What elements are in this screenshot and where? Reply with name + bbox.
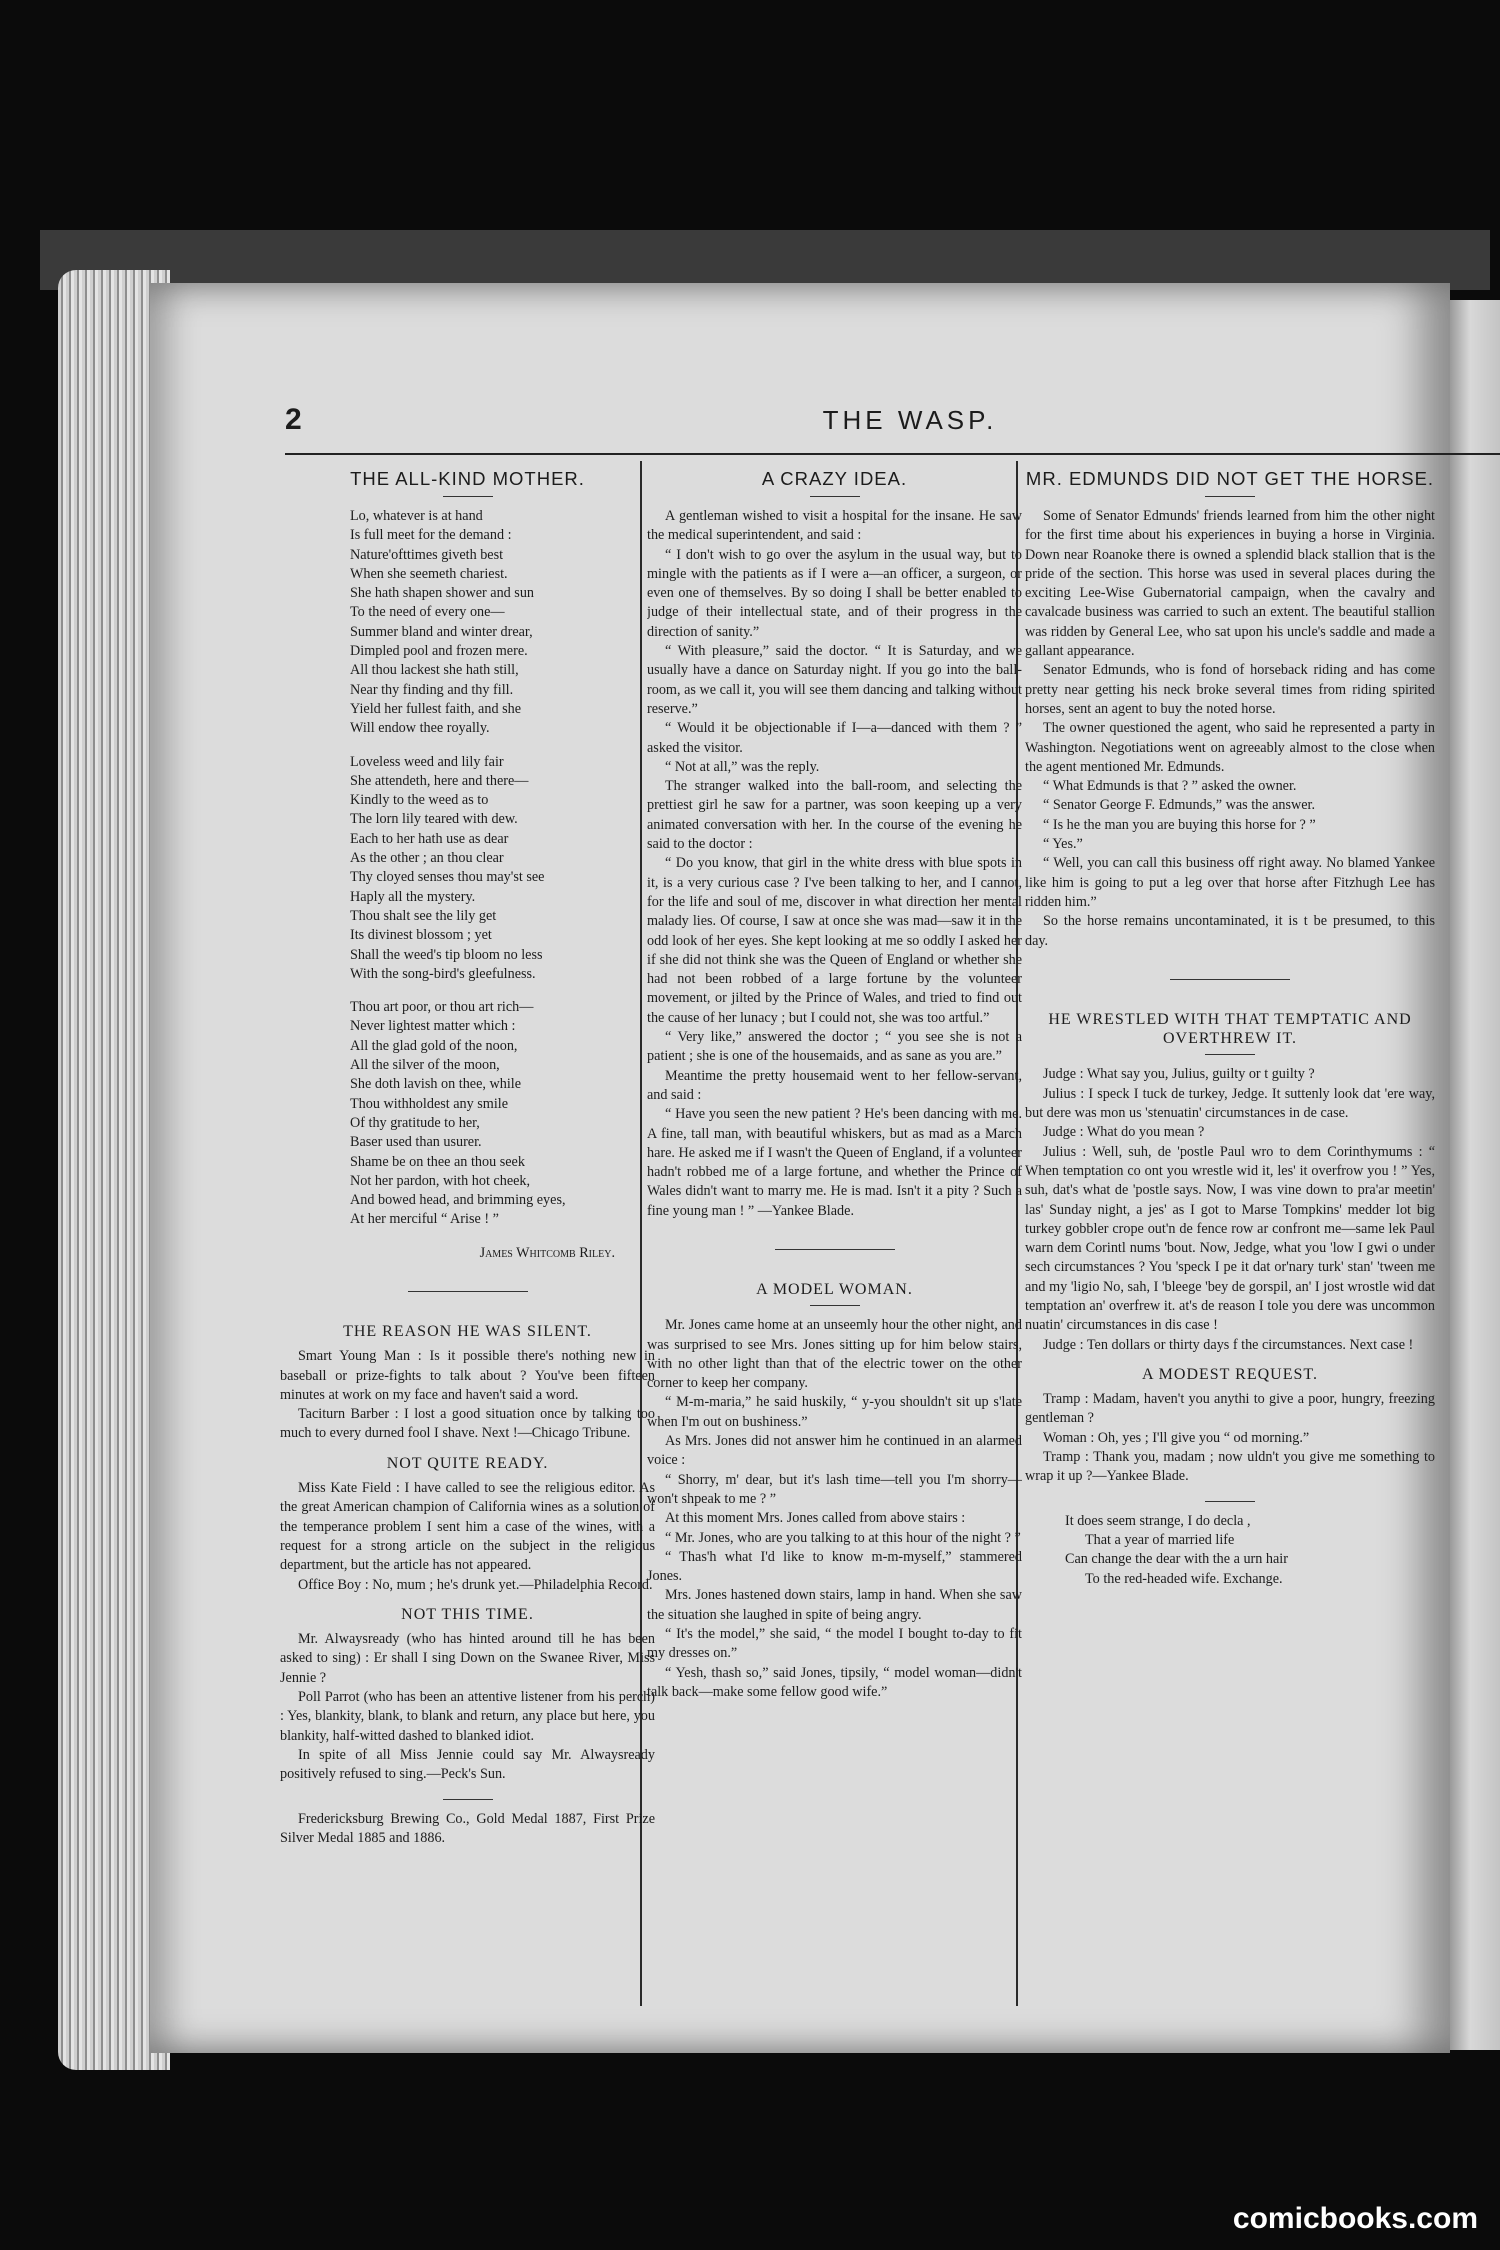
divider — [408, 1291, 528, 1292]
paragraph: Tramp : Thank you, madam ; now uldn't you give me something to wrap it up ?—Yankee Blade. — [1025, 1449, 1435, 1485]
divider — [775, 1249, 895, 1250]
paragraph: Mr. Jones came home at an unseemly hour the other night, and was surprised to see Mrs. Jones sitting up for him below stairs, with no other light than that of the electric tower on the other corner to keep her company. — [647, 1317, 1022, 1392]
poem-line: Not her pardon, with hot cheek, — [350, 1172, 531, 1189]
poem-line: At her merciful “ Arise ! ” — [350, 1211, 499, 1228]
paragraph: “ Do you know, that girl in the white dress with blue spots in it, is a very curious case ? I've been talking to her, and I cannot, for the life and soul of me, discover in what direction her mental malady lies. Of course, I saw at once she was mad—saw it in the odd look of her eyes. She kept looking at me so oddly I asked her if she did not think she was the Queen of England or whether she had not been robbed of a large fortune by the volunteer movement, or jilted by the Prince of Wales, and tried to find out the cause of her lunacy ; but I could not, she was too artful.” — [647, 855, 1022, 1026]
paragraph: Tramp : Madam, haven't you anythi to give a poor, hungry, freezing gentleman ? — [1025, 1391, 1435, 1427]
article-text: Office Boy : No, mum ; he's drunk yet.—Philadelphia Record. — [298, 1576, 653, 1593]
article-text: Smart Young Man : Is it possible there's nothing new in baseball or prize-fights to talk about ? You've been fifteen minutes at work on my face and haven't said a word. — [280, 1348, 655, 1403]
column-right — [1025, 461, 1435, 2011]
article-body — [647, 507, 1022, 1221]
facing-page-edge — [1450, 300, 1500, 2050]
article-text: In spite of all Miss Jennie could say Mr. Alwaysready positively refused to sing.—Peck's Sun. — [280, 1746, 655, 1783]
divider — [1170, 979, 1290, 980]
article-title: NOT THIS TIME. — [401, 1605, 534, 1623]
paragraph: Some of Senator Edmunds' friends learned from him the other night for the first time about his experiences in buying a horse in Virginia. Down near Roanoke there is owned a splendid black stallion that is the pride of the section. This horse was used in several places during the exciting Lee-Wise Gubernatorial campaign, when the cavalry and cavalcade business was carried to such an extent. The beautiful stallion was ridden by General Lee, who sat upon his uncle's saddle and made a gallant appearance. — [1025, 508, 1435, 660]
poem-stanza — [350, 998, 655, 1230]
article-body — [1025, 507, 1435, 951]
poem-stanza — [350, 753, 655, 985]
divider — [443, 1799, 493, 1800]
paragraph: “ Thas'h what I'd like to know m-m-myself,” stammered Jones. — [647, 1548, 1022, 1585]
poem-line: To the need of every one— — [350, 604, 505, 621]
paragraph: “ M-m-maria,” he said huskily, “ y-you shouldn't sit up s'late when I'm out on bushiness.” — [647, 1394, 1022, 1430]
paragraph: Woman : Oh, yes ; I'll give you “ od morning.” — [1043, 1429, 1310, 1446]
paragraph: Senator Edmunds, who is fond of horseback riding and has come pretty near getting his neck broke several times from riding spirited horses, sent an agent to buy the noted horse. — [1025, 662, 1435, 717]
article-title: A MODEL WOMAN. — [756, 1280, 913, 1298]
watermark: comicbooks.com — [1232, 2202, 1478, 2235]
advertisement: Fredericksburg Brewing Co., Gold Medal 1887, First Prize Silver Medal 1885 and 1886. — [280, 1810, 655, 1846]
page-header — [285, 403, 1500, 455]
poem-line: Its divinest blossom ; yet — [350, 927, 492, 944]
poem-line: Never lightest matter which : — [350, 1018, 516, 1035]
article-text: Miss Kate Field : I have called to see the religious editor. As the great American champion of California wines as a solution of the temperance problem I sent him a case of the wines, with a request for a strong article on the subject in the religious department, but the article has not appeared. — [280, 1480, 655, 1574]
paragraph: As Mrs. Jones did not answer him he continued in an alarmed voice : — [647, 1433, 1022, 1469]
article-body — [1025, 1390, 1435, 1486]
paragraph: “ Yes.” — [1043, 836, 1083, 853]
poem-line: Shame be on thee an thou seek — [350, 1153, 525, 1170]
poem-line: Thou withholdest any smile — [350, 1095, 509, 1112]
paragraph: “ Yesh, thash so,” said Jones, tipsily, “ model woman—didn't talk back—make some fellow good wife.” — [647, 1664, 1022, 1700]
book-cover-edge — [40, 230, 1490, 290]
article-title: THE REASON HE WAS SILENT. — [343, 1322, 592, 1340]
paragraph: “ Mr. Jones, who are you talking to at this hour of the night ? ” — [665, 1529, 1021, 1546]
poem-line: Loveless weed and lily fair — [350, 753, 504, 770]
poem-line: She attendeth, here and there— — [350, 772, 529, 789]
poem-line: Lo, whatever is at hand — [350, 508, 483, 524]
paragraph: Meantime the pretty housemaid went to her fellow-servant, and said : — [647, 1067, 1022, 1103]
divider — [1205, 1501, 1255, 1502]
poem-line: Thou shalt see the lily get — [350, 907, 497, 924]
article-title: A MODEST REQUEST. — [1142, 1365, 1318, 1383]
poem-line: Is full meet for the demand : — [350, 527, 512, 544]
paragraph: Mrs. Jones hastened down stairs, lamp in hand. When she saw the situation she laughed in spite of being angry. — [647, 1587, 1022, 1623]
divider — [1205, 1054, 1255, 1055]
poem-line: Shall the weed's tip bloom no less — [350, 946, 543, 963]
article-body — [647, 1316, 1022, 1702]
poem-line: When she seemeth chariest. — [350, 565, 508, 582]
poem-line: All thou lackest she hath still, — [350, 662, 519, 679]
poem-line: With the song-bird's gleefulness. — [350, 965, 536, 982]
paragraph: At this moment Mrs. Jones called from above stairs : — [665, 1510, 966, 1527]
paragraph: The stranger walked into the ball-room, and selecting the prettiest girl he saw for a partner, was soon keeping up a very animated conversation with her. In the course of the evening he said to the doctor : — [647, 778, 1022, 853]
magazine-page — [150, 283, 1450, 2053]
poem-line: All the silver of the moon, — [350, 1057, 500, 1074]
poem-line: Of thy gratitude to her, — [350, 1114, 480, 1131]
article-body — [1025, 1065, 1435, 1354]
poem-line: Baser used than usurer. — [350, 1134, 482, 1151]
poem-line: Each to her hath use as dear — [350, 830, 509, 847]
verse-line: It does seem strange, I do decla , — [1065, 1512, 1251, 1529]
article-text: Taciturn Barber : I lost a good situation once by talking too much to every durned fool I shave. Next !—Chicago Tribune. — [280, 1406, 655, 1442]
paragraph: So the horse remains uncontaminated, it is t be presumed, to this day. — [1025, 913, 1435, 949]
paragraph: Julius : Well, suh, de 'postle Paul wro to dem Corinthymums : “ When temptation co ont you wrestle wid it, les' it overfrow you ! ” Yes, suh, dat's what de 'postle says. Now, I was vine down to pra'ar meetin' las' Sunday night, a jes' as I got to Marse Tompkins' medder lot big turkey gobbler crope out'n de fence row ar confront me—same lek Paul warn dem Corintl nums 'bout. Now, Jedge, what you 'low I gwi o under sech circumstances ? You 'speck I pe it dat or'nary turk' stan' 'tween me and my 'ligio No, sah, I 'bleege 'bey de gorspil, an' I jost wrostle wid dat temptation an' overfrew it. at's de reason I tole you dere was uncommon nuatin' circumstances in dis case ! — [1025, 1143, 1435, 1334]
paragraph: “ Very like,” answered the doctor ; “ you see she is not a patient ; she is one of the housemaids, and as sane as you are.” — [647, 1029, 1022, 1065]
paragraph: “ What Edmunds is that ? ” asked the owner. — [1043, 778, 1297, 795]
poem-line: She hath shapen shower and sun — [350, 585, 535, 602]
divider — [443, 496, 493, 497]
poem-line: Haply all the mystery. — [350, 888, 476, 905]
poem-title: THE ALL-KIND MOTHER. — [350, 468, 585, 489]
paragraph: “ Is he the man you are buying this horse for ? ” — [1043, 816, 1316, 833]
poem-line: Yield her fullest faith, and she — [350, 700, 521, 717]
paragraph: “ Shorry, m' dear, but it's lash time—tell you I'm shorry—won't shpeak to me ? ” — [647, 1471, 1022, 1507]
column-middle — [647, 461, 1022, 2011]
paragraph: The owner questioned the agent, who said he represented a party in Washington. Negotiations went on agreeably almost to the close when the agent mentioned Mr. Edmunds. — [1025, 720, 1435, 775]
article-title: NOT QUITE READY. — [386, 1454, 549, 1472]
poem-line: Nature'ofttimes giveth best — [350, 546, 504, 563]
paragraph: Judge : What say you, Julius, guilty or t guilty ? — [1043, 1066, 1315, 1083]
article-title: HE WRESTLED WITH THAT TEMPTATIC AND OVERTHREW IT. — [1048, 1010, 1412, 1048]
poem-stanza — [350, 507, 655, 739]
paragraph: Julius : I speck I tuck de turkey, Jedge. It suttenly look dat 'ere way, but dere was mon us 'stenuatin' circumstances in de case. — [1025, 1085, 1435, 1122]
divider — [1205, 496, 1255, 497]
poem-line: And bowed head, and brimming eyes, — [350, 1192, 566, 1209]
verse-line: To the red-headed wife. Exchange. — [1085, 1570, 1283, 1587]
verse-line: That a year of married life — [1085, 1531, 1235, 1548]
article-title: MR. EDMUNDS DID NOT GET THE HORSE. — [1025, 468, 1435, 489]
poem-line: Dimpled pool and frozen mere. — [350, 643, 528, 660]
paragraph: “ Would it be objectionable if I—a—danced with them ? ” asked the visitor. — [647, 720, 1022, 756]
column-left — [280, 461, 655, 2011]
poem-line: Will endow thee royally. — [350, 720, 490, 737]
poem — [350, 507, 655, 1230]
poem-line: Kindly to the weed as to — [350, 792, 489, 809]
paragraph: A gentleman wished to visit a hospital for the insane. He saw the medical superintendent, and said : — [647, 508, 1022, 544]
poem-line: Near thy finding and thy fill. — [350, 681, 514, 698]
paragraph: “ I don't wish to go over the asylum in the usual way, but to mingle with the patients as if I were a—an officer, a surgeon, or even one of themselves. By so doing I shall be better enabled to judge of their intellectual state, and of their progress in the direction of sanity.” — [647, 546, 1022, 640]
verse-line: Can change the dear with the a urn hair — [1065, 1551, 1288, 1568]
poem-line: Summer bland and winter drear, — [350, 623, 533, 640]
divider — [810, 496, 860, 497]
poem-line: Thy cloyed senses thou may'st see — [350, 869, 545, 886]
poem-line: The lorn lily teared with dew. — [350, 811, 518, 828]
poem-line: As the other ; an thou clear — [350, 850, 504, 867]
article-text: Mr. Alwaysready (who has hinted around till he has been asked to sing) : Er shall I sing Down on the Swanee River, Miss Jennie ? — [280, 1631, 655, 1686]
poem-line: All the glad gold of the noon, — [350, 1037, 518, 1054]
article-text: Poll Parrot (who has been an attentive listener from his perch) : Yes, blankity, blank, to blank and return, any place but here, you blankity, half-witted dashed to blanked idiot. — [280, 1689, 655, 1744]
poem-author: James Whitcomb Riley. — [479, 1244, 615, 1261]
paragraph: “ It's the model,” she said, “ the model I bought to-day to fit my dresses on.” — [647, 1626, 1022, 1662]
article-title: A CRAZY IDEA. — [761, 468, 908, 489]
verse — [1065, 1512, 1435, 1589]
paragraph: “ Have you seen the new patient ? He's been dancing with me. A fine, tall man, with beautiful whiskers, but as mad as a March hare. He asked me if I wasn't the Queen of England, if a volunteer hadn't robbed me of a large fortune, and whether the Prince of Wales didn't want to marry me. He is mad. Isn't it a pity ? Such a fine young man ! ” —Yankee Blade. — [647, 1106, 1022, 1219]
paragraph: “ Well, you can call this business off right away. No blamed Yankee like him is going to put a leg over that horse after Fitzhugh Lee has ridden him.” — [1025, 855, 1435, 910]
poem-line: She doth lavish on thee, while — [350, 1076, 522, 1093]
paragraph: “ With pleasure,” said the doctor. “ It is Saturday, and we usually have a dance on Saturday night. If you go into the ball-room, as we call it, you will see them dancing and talking without reserve.” — [647, 643, 1022, 717]
paragraph: “ Senator George F. Edmunds,” was the answer. — [1043, 797, 1316, 814]
page-number: 2 — [285, 403, 302, 436]
masthead: THE WASP. — [822, 405, 998, 435]
paragraph: Judge : What do you mean ? — [1043, 1124, 1205, 1141]
paragraph: Judge : Ten dollars or thirty days f the circumstances. Next case ! — [1043, 1336, 1414, 1353]
paragraph: “ Not at all,” was the reply. — [665, 758, 820, 775]
divider — [810, 1305, 860, 1306]
poem-line: Thou art poor, or thou art rich— — [350, 999, 534, 1016]
